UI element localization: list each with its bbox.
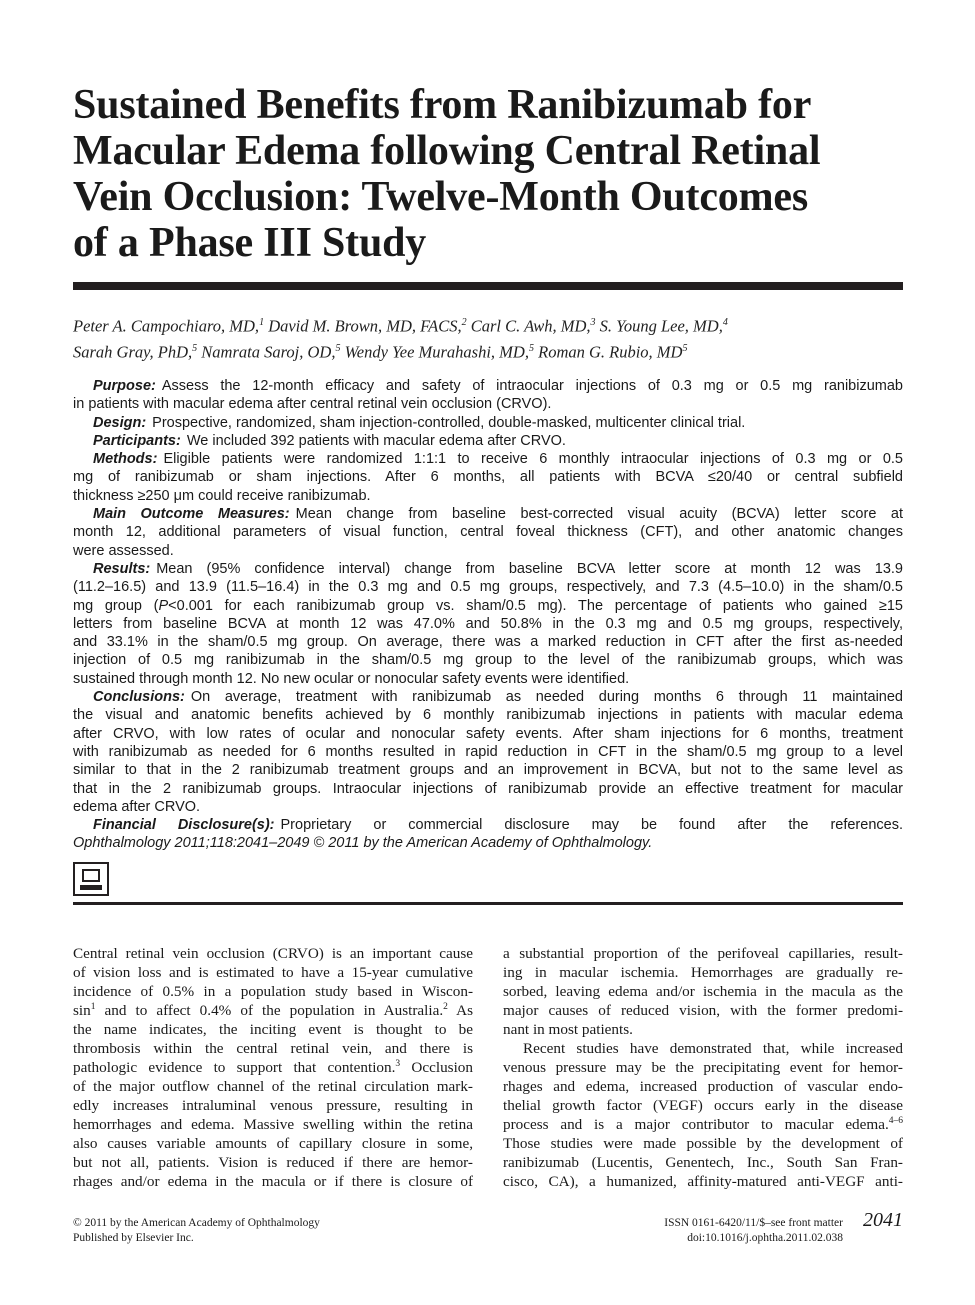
title-divider	[73, 282, 903, 290]
body-line: rhages and/or edema in the macula or if there is closure of	[73, 1173, 473, 1190]
abstract-text: mg of ranibizumab or sham injections. After 6 months, all patients with BCVA ≤20/40 or central subfield	[73, 469, 903, 486]
abstract-text: with ranibizumab as needed for 6 months resulted in rapid reduction in CFT in the sham/0.5 mg group to a level	[73, 743, 903, 760]
keyboard-icon	[80, 885, 102, 890]
abstract-text: injection of 0.5 mg ranibizumab in the sham/0.5 mg group to the level of the ranibizumab groups, which was	[73, 652, 903, 669]
monitor-icon	[82, 869, 100, 882]
abstract-label: Main Outcome Measures:	[93, 506, 290, 523]
journal-citation	[73, 834, 903, 852]
abstract-text: the visual and anatomic benefits achieved by 6 monthly ranibizumab injections in patients with macular edema	[73, 707, 903, 724]
abstract-label: Results:	[93, 560, 151, 577]
body-column-left	[73, 944, 473, 1191]
abstract-text: We included 392 patients with macular edema after CRVO.	[186, 432, 566, 449]
page-number: 2041	[863, 1209, 903, 1231]
abstract-text: Mean change from baseline best-corrected visual acuity (BCVA) letter score at	[295, 506, 903, 523]
body-line: major causes of reduced vision, with the former predomi-	[503, 1002, 903, 1019]
abstract-design	[73, 414, 903, 432]
author-name: David M. Brown, MD, FACS,	[268, 316, 462, 336]
issn-line: ISSN 0161-6420/11/$–see front matter	[664, 1217, 843, 1229]
affiliation-marker: 1	[259, 317, 265, 328]
affiliation-marker: 4	[722, 317, 728, 328]
footer-copyright	[73, 1216, 320, 1246]
title-line: Vein Occlusion: Twelve-Month Outcomes	[73, 174, 808, 220]
body-line: but not all, patients. Vision is reduced if there are hemor-	[73, 1154, 473, 1171]
author-name: Namrata Saroj, OD,	[201, 342, 336, 361]
body-line: Recent studies have demonstrated that, while increased	[523, 1040, 903, 1057]
abstract-text: Eligible patients were randomized 1:1:1 to receive 6 monthly intraocular injections of 0.3 mg or 0.5	[163, 451, 903, 468]
footer-issn-doi	[664, 1216, 843, 1246]
body-line: Central retinal vein occlusion (CRVO) is an important cause	[73, 945, 473, 962]
body-line: venous pressure may be the precipitating event for hemor-	[503, 1059, 903, 1076]
affiliation-marker: 5	[528, 342, 534, 354]
abstract-label: Purpose:	[93, 378, 156, 394]
reference-marker[interactable]: 4–6	[888, 1115, 903, 1126]
author-name: Sarah Gray, PhD,	[73, 342, 193, 361]
abstract-label: Methods:	[93, 451, 158, 468]
title-line: of a Phase III Study	[73, 220, 427, 266]
reference-marker[interactable]: 1	[90, 1001, 96, 1012]
author-name: Wendy Yee Murahashi, MD,	[344, 342, 529, 361]
author-name: Peter A. Campochiaro, MD,	[73, 316, 260, 336]
affiliation-marker: 3	[590, 317, 596, 328]
abstract-text: sustained through month 12. No new ocular or nonocular safety events were identified.	[73, 670, 630, 687]
abstract-text: Mean (95% confidence interval) change from baseline BCVA letter score at month 12 was 13.9	[156, 560, 903, 577]
abstract-text: and 33.1% in the sham/0.5 mg group. On average, there was a marked reduction in CFT after the first as-needed	[73, 634, 903, 651]
body-text: As	[447, 1002, 473, 1019]
body-text: and to affect 0.4% of the population in Australia.	[95, 1002, 444, 1019]
abstract-text: (11.2–16.5) and 13.9 (11.5–16.4) in the 0.3 mg and 0.5 mg groups, respectively, and 7.3 (4.5–10.0) in the sham/0.5	[73, 579, 903, 596]
body-line: hemorrhages and edema. Massive swelling within the retina	[73, 1116, 473, 1133]
online-material-icon[interactable]	[73, 862, 109, 896]
article-page	[73, 0, 903, 1305]
title-line: Macular Edema following Central Retinal	[73, 128, 821, 174]
body-line: Those studies were made possible by the development of	[503, 1135, 903, 1152]
body-line: cisco, CA), a humanized, affinity-matured anti-VEGF anti-	[503, 1173, 903, 1190]
doi-link[interactable]: doi:10.1016/j.ophtha.2011.02.038	[687, 1232, 843, 1244]
abstract-label: Participants:	[93, 432, 181, 449]
body-line: rhages and edema, increased production of vascular endo-	[503, 1078, 903, 1095]
body-text: Occlusion	[400, 1059, 473, 1076]
copyright-line: © 2011 by the American Academy of Ophthalmology	[73, 1217, 320, 1229]
body-line: of the major outflow channel of the retinal circulation mark-	[73, 1078, 473, 1095]
body-line: thrombosis within the central retinal vein, and there is	[73, 1040, 473, 1057]
abstract-text: letters from baseline BCVA at month 12 was 47.0% and 50.8% in the 0.3 mg and 0.5 mg groups, respectively,	[73, 615, 903, 632]
abstract	[73, 377, 903, 853]
abstract-label: Design:	[93, 414, 147, 431]
abstract-text: that in the 2 ranibizumab groups. Intraocular injections of ranibizumab provide an effective treatment for macular	[73, 780, 903, 797]
abstract-purpose	[73, 377, 903, 395]
abstract-text: in patients with macular edema after central retinal vein occlusion (CRVO).	[73, 396, 552, 413]
body-text: pathologic evidence to support that contention.	[73, 1059, 396, 1076]
body-line: thelial growth factor (VEGF) occurs early in the disease	[503, 1097, 903, 1114]
author-name: Roman G. Rubio, MD	[538, 342, 683, 361]
citation-text: Ophthalmology 2011;118:2041–2049 © 2011 by the American Academy of Ophthalmology.	[73, 835, 653, 852]
body-line: edly increases intraluminal venous pressure, resulting in	[73, 1097, 473, 1114]
body-line	[73, 1001, 473, 1020]
abstract-methods	[73, 450, 903, 468]
affiliation-marker: 5	[335, 342, 341, 354]
affiliation-marker: 5	[192, 342, 198, 354]
body-line: of vision loss and is estimated to have a 15-year cumulative	[73, 964, 473, 981]
abstract-text: after CRVO, with low rates of ocular and nonocular safety events. After sham injections for 6 months, treatment	[73, 725, 903, 742]
body-line: a substantial proportion of the perifoveal capillaries, result-	[503, 945, 903, 962]
body-text: sin	[73, 1002, 91, 1019]
abstract-text: Proprietary or commercial disclosure may be found after the references.	[280, 817, 903, 834]
abstract-results	[73, 560, 903, 578]
author-name: Carl C. Awh, MD,	[470, 316, 591, 336]
abstract-outcome	[73, 505, 903, 523]
abstract-text: were assessed.	[73, 542, 174, 559]
body-line: the name indicates, the inciting event is thought to be	[73, 1021, 473, 1038]
body-line: ranibizumab (Lucentis, Genentech, Inc., South San Fran-	[503, 1154, 903, 1171]
abstract-label: Financial Disclosure(s):	[93, 817, 275, 834]
body-line: incidence of 0.5% in a population study based in Wiscon-	[73, 983, 473, 1000]
abstract-text: <0.001 for each ranibizumab group vs. sham/0.5 mg). The percentage of patients who gained ≥15	[168, 597, 903, 614]
publisher-line: Published by Elsevier Inc.	[73, 1232, 194, 1244]
abstract-conclusions	[73, 688, 903, 706]
abstract-text: Assess the 12-month efficacy and safety of intraocular injections of 0.3 mg or 0.5 mg ranibizumab	[161, 378, 903, 394]
abstract-text: mg group (	[73, 597, 159, 614]
abstract-participants	[73, 432, 903, 450]
abstract-text: edema after CRVO.	[73, 798, 201, 815]
abstract-label: Conclusions:	[93, 689, 185, 706]
abstract-text	[73, 597, 903, 615]
author-line-2	[73, 338, 903, 364]
body-text: process and is a major contributor to macular edema.	[503, 1116, 889, 1133]
body-line: ing in macular ischemia. Hemorrhages are gradually re-	[503, 964, 903, 981]
body-line: sorbed, leaving edema and/or ischemia in the macula as the	[503, 983, 903, 1000]
title-line: Sustained Benefits from Ranibizumab for	[73, 82, 812, 128]
abstract-disclosure	[73, 816, 903, 834]
body-line	[503, 1115, 903, 1134]
body-line: nant in most patients.	[503, 1021, 633, 1038]
body-line	[73, 1058, 473, 1077]
author-list	[73, 312, 903, 363]
affiliation-marker: 5	[682, 342, 688, 354]
author-line-1	[73, 312, 903, 338]
body-line: also causes variable amounts of capillary closure in some,	[73, 1135, 473, 1152]
article-title	[73, 82, 903, 266]
abstract-text: Prospective, randomized, sham injection-controlled, double-masked, multicenter clinical trial.	[152, 414, 746, 431]
affiliation-marker: 2	[461, 317, 467, 328]
abstract-text: On average, treatment with ranibizumab as needed during months 6 through 11 maintained	[190, 689, 903, 706]
abstract-text: thickness ≥250 μm could receive ranibizumab.	[73, 487, 371, 504]
reference-marker[interactable]: 3	[395, 1058, 401, 1069]
p-value-symbol: P	[158, 597, 169, 614]
abstract-text: month 12, additional parameters of visual function, central foveal thickness (CFT), and other anatomic changes	[73, 524, 903, 541]
author-name: S. Young Lee, MD,	[599, 316, 723, 336]
abstract-text: similar to that in the 2 ranibizumab treatment groups and an improvement in BCVA, but not to the same level as	[73, 762, 903, 779]
section-divider	[73, 902, 903, 905]
reference-marker[interactable]: 2	[443, 1001, 448, 1012]
body-column-right	[503, 944, 903, 1191]
